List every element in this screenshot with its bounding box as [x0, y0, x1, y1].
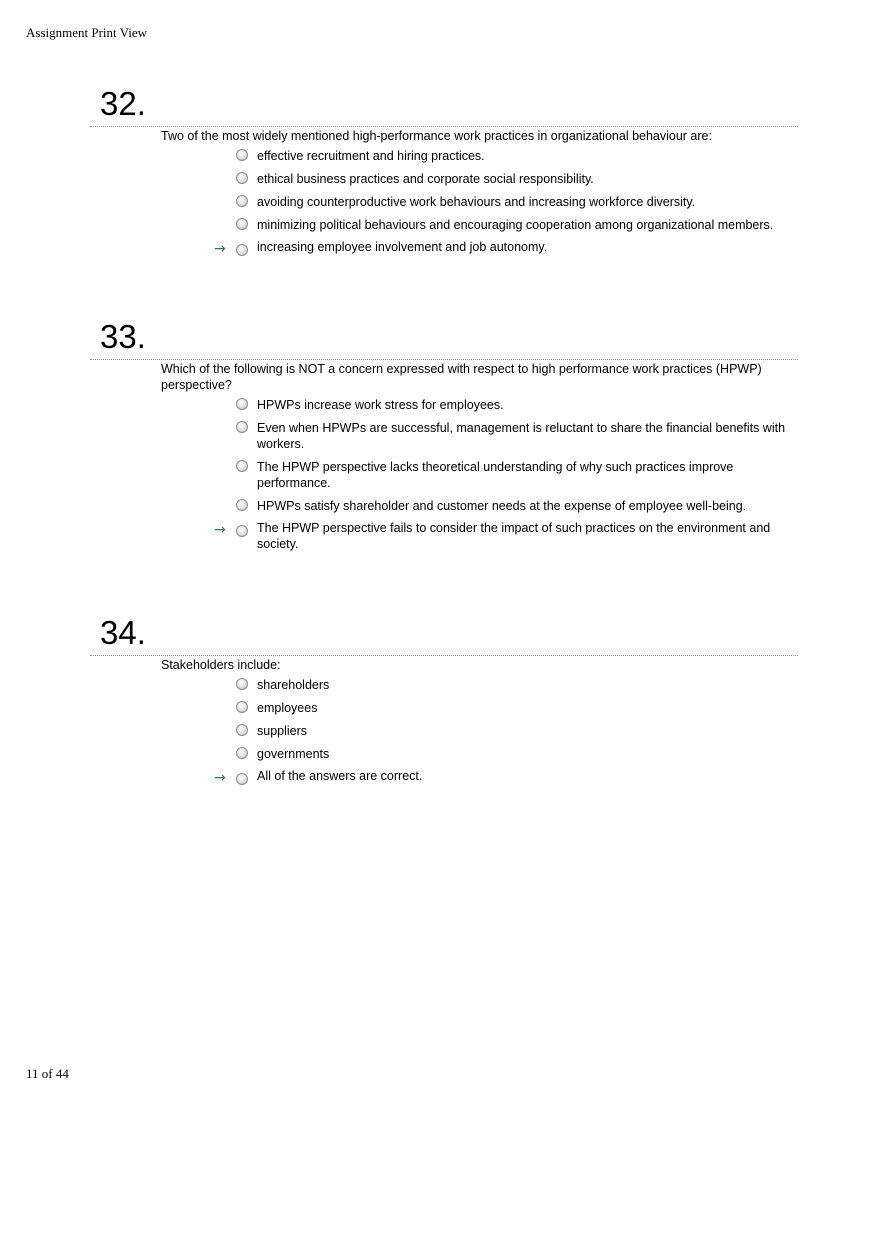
answer-option-label: The HPWP perspective lacks theoretical understanding of why such practices improve performance.	[257, 460, 734, 490]
question-number: 34.	[100, 614, 146, 651]
question-33	[90, 313, 798, 560]
question-number: 33.	[100, 318, 146, 355]
answer-option-label: avoiding counterproductive work behaviours and increasing workforce diversity.	[257, 195, 696, 209]
answer-option-correct[interactable]	[214, 521, 802, 553]
answer-option-label: HPWPs increase work stress for employees.	[257, 398, 504, 412]
radio-button-icon[interactable]	[236, 773, 248, 785]
page-header: Assignment Print View	[26, 25, 148, 40]
correct-answer-arrow-icon: →	[214, 241, 226, 257]
answer-option-label: governments	[257, 747, 330, 761]
radio-button-icon[interactable]	[236, 398, 248, 410]
radio-button-icon[interactable]	[236, 724, 248, 736]
radio-button-icon[interactable]	[236, 149, 248, 161]
radio-button-icon[interactable]	[236, 701, 248, 713]
question-32	[90, 80, 798, 263]
answer-option[interactable]	[235, 194, 802, 210]
answer-option-label: The HPWP perspective fails to consider the impact of such practices on the environment and society.	[257, 521, 771, 551]
answer-option-correct[interactable]	[214, 240, 802, 257]
answer-option-label: All of the answers are correct.	[257, 769, 423, 783]
answer-option[interactable]	[235, 148, 802, 164]
correct-answer-arrow-icon: →	[214, 522, 226, 538]
answer-option-label: HPWPs satisfy shareholder and customer needs at the expense of employee well-being.	[257, 499, 747, 513]
answer-option[interactable]	[235, 420, 802, 452]
answer-option[interactable]	[235, 723, 802, 739]
radio-button-icon[interactable]	[236, 244, 248, 256]
answer-option-label: employees	[257, 701, 318, 715]
answer-options	[214, 677, 798, 786]
answer-option-label: Even when HPWPs are successful, management is reluctant to share the financial benefits with workers.	[257, 421, 786, 451]
radio-button-icon[interactable]	[236, 218, 248, 230]
page-indicator: 11 of 44	[26, 1066, 69, 1081]
question-number: 32.	[100, 85, 146, 122]
radio-button-icon[interactable]	[236, 195, 248, 207]
question-divider	[90, 126, 798, 127]
radio-button-icon[interactable]	[236, 747, 248, 759]
question-text: Which of the following is NOT a concern expressed with respect to high performance work practices (HPWP) perspective?	[161, 362, 762, 392]
radio-button-icon[interactable]	[236, 499, 248, 511]
radio-button-icon[interactable]	[236, 421, 248, 433]
question-divider	[90, 359, 798, 360]
answer-option[interactable]	[235, 677, 802, 693]
answer-option-label: increasing employee involvement and job autonomy.	[257, 240, 548, 254]
correct-answer-arrow-icon: →	[214, 770, 226, 786]
answer-option[interactable]	[235, 217, 802, 233]
answer-option[interactable]	[235, 498, 802, 514]
answer-options	[214, 148, 798, 257]
question-text: Stakeholders include:	[161, 658, 281, 672]
radio-button-icon[interactable]	[236, 678, 248, 690]
answer-options	[214, 397, 798, 553]
question-divider	[90, 655, 798, 656]
radio-button-icon[interactable]	[236, 172, 248, 184]
answer-option[interactable]	[235, 397, 802, 413]
answer-option-label: minimizing political behaviours and encouraging cooperation among organizational members.	[257, 218, 774, 232]
answer-option-correct[interactable]	[214, 769, 802, 786]
answer-option-label: effective recruitment and hiring practices.	[257, 149, 485, 163]
answer-option[interactable]	[235, 700, 802, 716]
answer-option-label: shareholders	[257, 678, 330, 692]
answer-option[interactable]	[235, 459, 802, 491]
radio-button-icon[interactable]	[236, 460, 248, 472]
question-text: Two of the most widely mentioned high-performance work practices in organizational behaviour are:	[161, 129, 712, 143]
answer-option-label: suppliers	[257, 724, 308, 738]
answer-option[interactable]	[235, 171, 802, 187]
answer-option[interactable]	[235, 746, 802, 762]
question-34	[90, 609, 798, 792]
radio-button-icon[interactable]	[236, 525, 248, 537]
answer-option-label: ethical business practices and corporate social responsibility.	[257, 172, 594, 186]
